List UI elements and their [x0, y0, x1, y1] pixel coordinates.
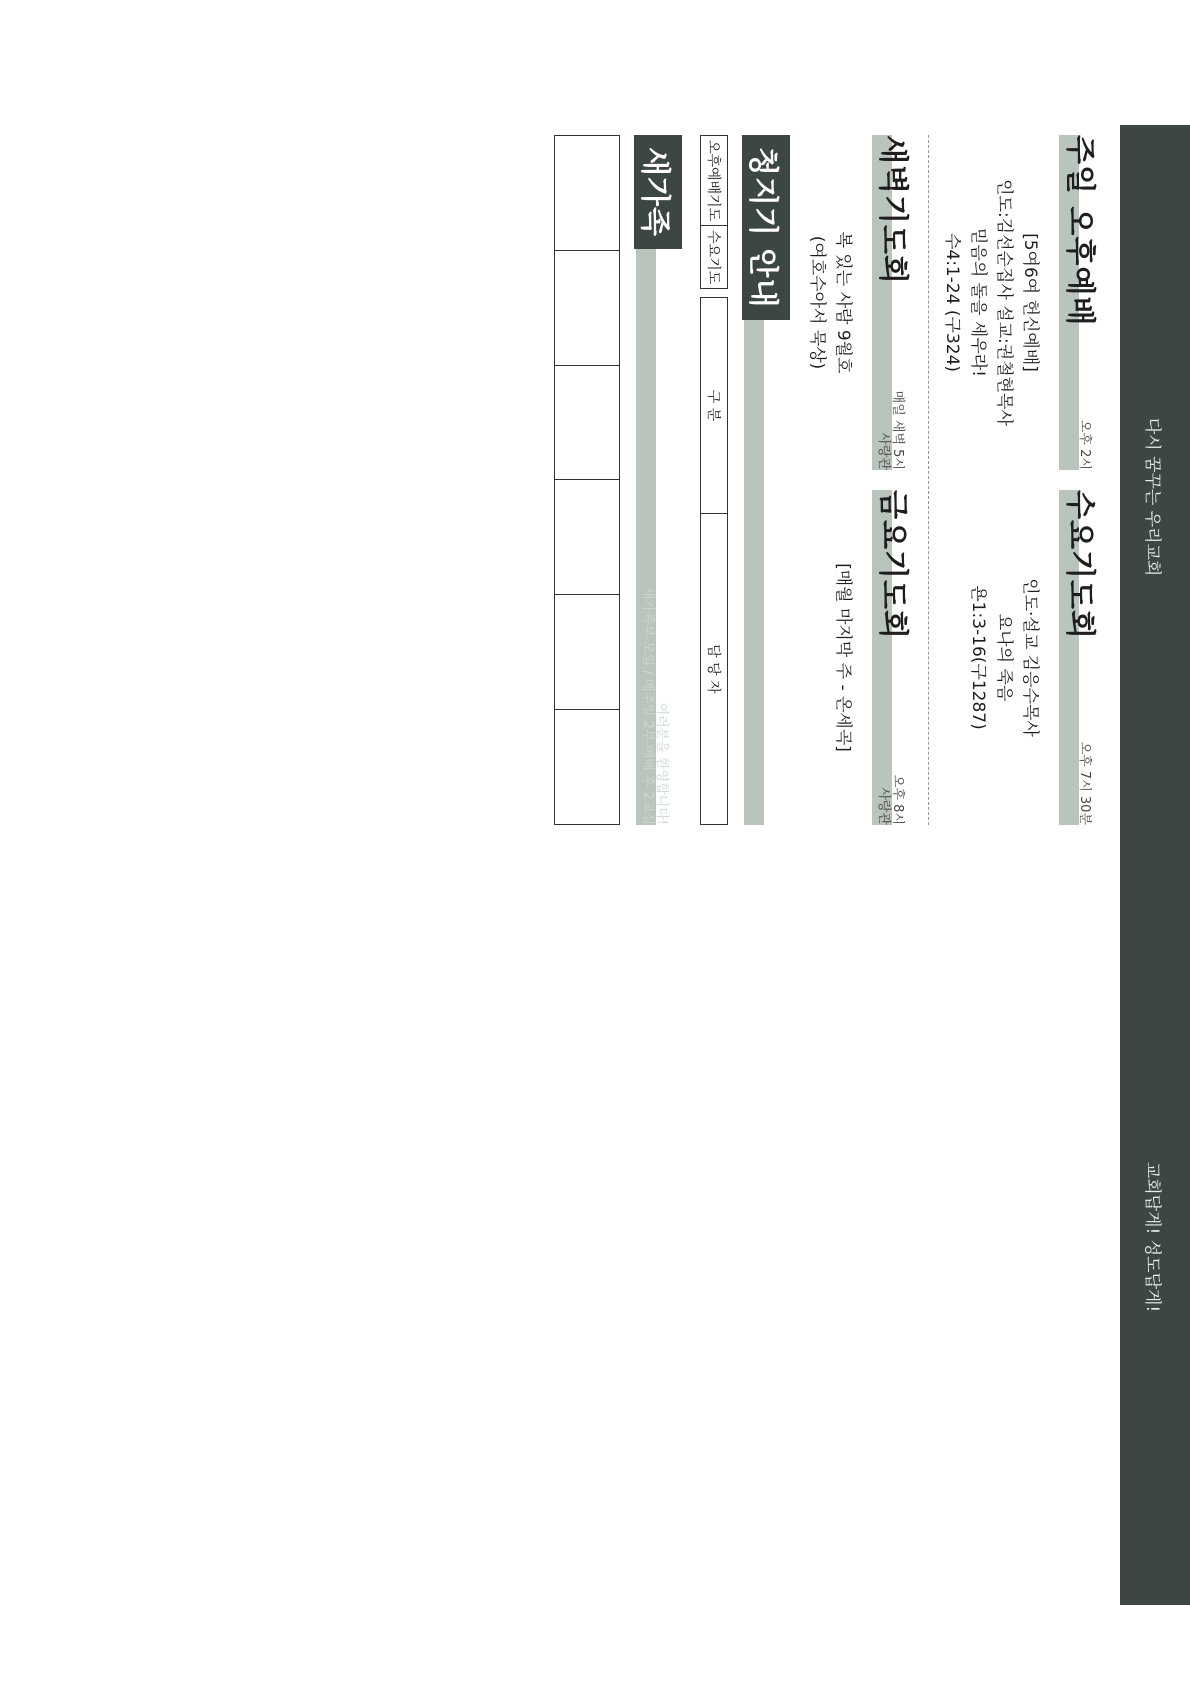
wednesday-time: 오후 7시 30분: [1077, 741, 1092, 825]
duty-tables: [700, 135, 728, 825]
wednesday-sermon-title: 요나의 죽음: [994, 613, 1014, 702]
sunday-leader: 인도:김선순집사 설교:권철현목사: [994, 179, 1014, 426]
friday-sub2: 사랑관: [875, 787, 891, 825]
duty-prayer-table: [700, 135, 728, 289]
header-left: 다시 꿈꾸는 우리교회: [1142, 417, 1163, 577]
duty-header-4: 담 당 자: [701, 513, 728, 824]
newfamily-sub1: 여러분을 환영합니다!: [654, 702, 669, 825]
wednesday-leader: 인도·설교 김응수목사: [1020, 578, 1040, 737]
duty-header-3: 구 분: [701, 298, 728, 514]
newfamily-sub2: 새가족부 모임 / 매주일 2부 예배 후 2교실: [639, 586, 655, 825]
dawn-verse2: (여호수아서 묵상): [807, 235, 827, 370]
friday-title: 금요기도회: [875, 490, 910, 640]
friday-text: [매월 마지막 주 - 온세곡]: [833, 563, 853, 752]
header-band: [1120, 125, 1190, 1605]
header-right: 교회답게! 성도답게!: [1142, 1161, 1163, 1313]
duty-header-2: 수요기도: [701, 226, 728, 289]
sunday-title: 주일 오후예배: [1062, 135, 1097, 327]
wednesday-title: 수요기도회: [1062, 490, 1097, 640]
duty-header-1: 오후예배기도: [701, 136, 728, 226]
dawn-sub1: 매일 새벽 5시: [890, 390, 905, 470]
newfamily-title: 새가족: [634, 135, 682, 249]
left-column: [555, 135, 1106, 825]
dawn-verse1: 복 있는 사람 9월호: [833, 231, 853, 374]
dawn-title: 새벽기도회: [875, 135, 910, 285]
sunday-time: 오후 2시: [1077, 419, 1092, 470]
newfamily-table: [555, 135, 621, 825]
sunday-sermon-title: 믿음의 돌을 세우라!: [968, 228, 988, 377]
sunday-sermon-ref: 수4:1-24 (구324): [942, 232, 962, 373]
dawn-sub2: 사랑관: [875, 432, 891, 470]
friday-section: [804, 490, 918, 825]
friday-sub1: 오후 8시: [890, 774, 905, 825]
wednesday-sermon-ref: 욘1:3-16(구1287): [968, 585, 988, 730]
sunday-kind: [5여6여 헌신예배]: [1020, 233, 1040, 372]
duty-title: 청지기 안내: [742, 135, 790, 320]
duty-service-table: [700, 297, 728, 825]
sunday-section: [939, 135, 1105, 470]
dawn-section: [804, 135, 918, 470]
wednesday-section: [939, 490, 1105, 825]
